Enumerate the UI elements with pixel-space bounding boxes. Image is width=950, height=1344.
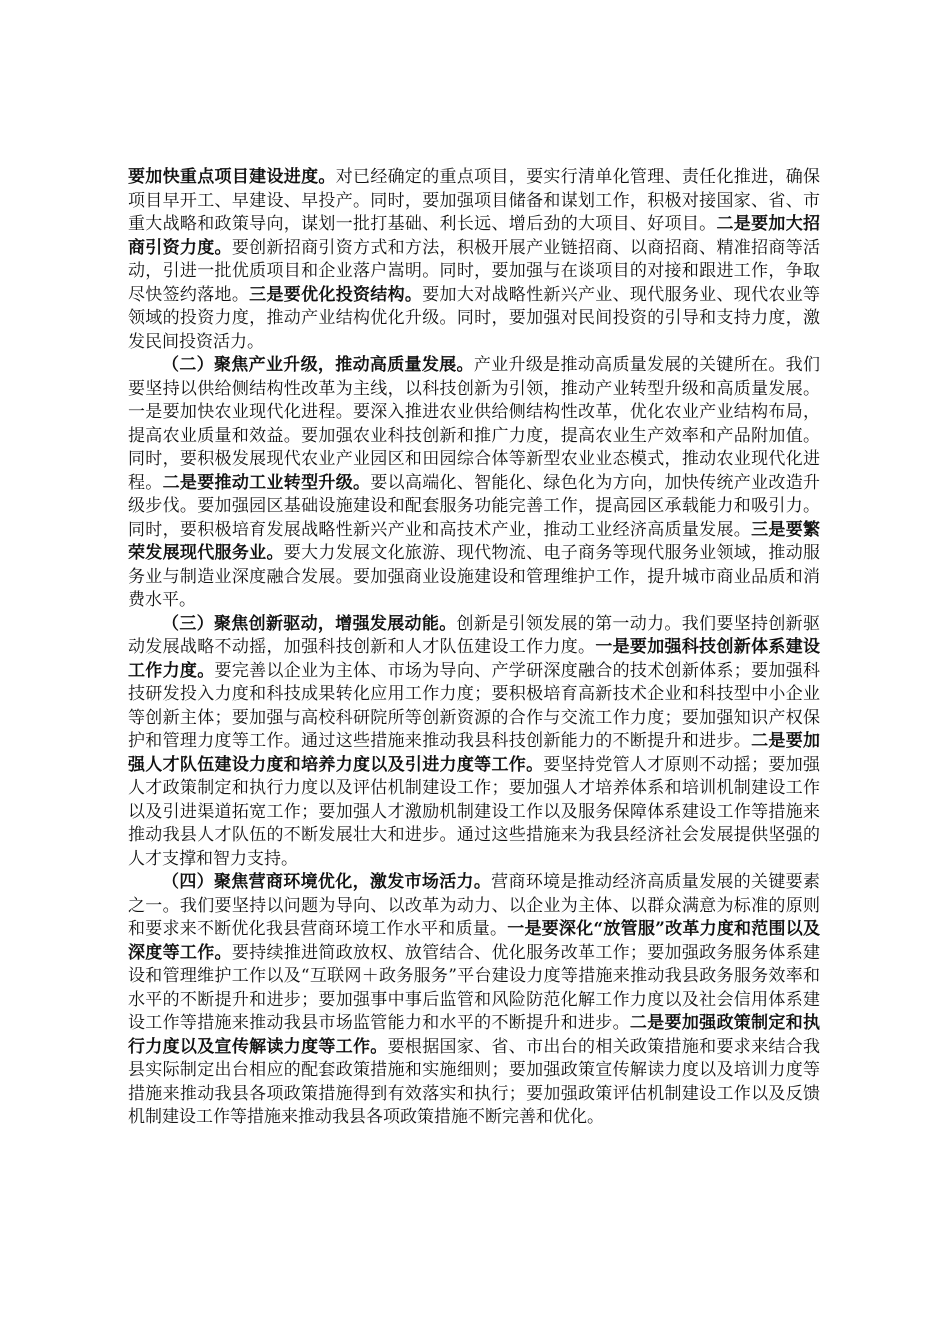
key-point: 三是要繁荣发展现代服务业。: [128, 519, 821, 563]
body-text: 要坚持党管人才原则不动摇；要加强人才政策制定和执行力度以及评估机制建设工作；要加强人才培养体系和培训机制建设工作以及引进渠道拓宽工作；要加强人才激励机制建设工作以及服务保障体系建设工作等措施来推动我县人才队伍的不断发展壮大和进步。通过这些措施来为我县经济社会发展提供坚强的人才支撑和智力支持。: [128, 754, 821, 869]
body-text: 要完善以企业为主体、市场为导向、产学研深度融合的技术创新体系；要加强科技研发投入力度和科技成果转化应用工作力度；要积极培育高新技术企业和科技型中小企业等创新主体；要加强与高校科研院所等创新资源的合作与交流工作力度；要加强知识产权保护和管理力度等工作。通过这些措施来推动我县科技创新能力的不断提升和进步。: [128, 660, 821, 751]
body-text: 要创新招商引资方式和方法，积极开展产业链招商、以商招商、精准招商等活动，引进一批优质项目和企业落户嵩明。同时，要加强与在谈项目的对接和跟进工作，争取尽快签约落地。: [128, 237, 821, 305]
body-text: 创新是引领发展的第一动力。我们要坚持创新驱动发展战略不动摇，加强科技创新和人才队伍建设工作力度。: [128, 613, 821, 657]
paragraph-innovation: [128, 613, 820, 872]
paragraph-business-environment: [128, 871, 820, 1130]
key-point: 二是要加强人才队伍建设力度和培养力度以及引进力度等工作。: [128, 731, 821, 775]
key-point: 一是要深化“放管服”改革力度和范围以及深度等工作。: [128, 919, 821, 963]
body-text: 营商环境是推动经济高质量发展的关键要素之一。我们要坚持以问题为导向、以改革为动力、以企业为主体、以群众满意为标准的原则和要求来不断优化我县营商环境工作水平和质量。: [128, 872, 821, 939]
section-heading: （四）聚焦营商环境优化，激发市场活力。: [162, 872, 492, 892]
document-body: [128, 166, 820, 1130]
key-point: 一是要加强科技创新体系建设工作力度。: [128, 637, 821, 681]
key-point: 二是要推动工业转型升级。: [162, 472, 371, 493]
key-point: 要加快重点项目建设进度。: [128, 167, 336, 187]
key-point: 二是要加强政策制定和执行力度以及宣传解读力度等工作。: [128, 1013, 820, 1057]
body-text: 要根据国家、省、市出台的相关政策措施和要求来结合我县实际制定出台相应的配套政策措施和实施细则；要加强政策宣传解读力度以及培训力度等措施来推动我县各项政策措施得到有效落实和执行；要加强政策评估机制建设工作以及反馈机制建设工作等措施来推动我县各项政策措施不断完善和优化。: [128, 1036, 821, 1127]
body-text: 要以高端化、智能化、绿色化为方向，加快传统产业改造升级步伐。要加强园区基础设施建设和配套服务功能完善工作，提高园区承载能力和吸引力。同时，要积极培育发展战略性新兴产业和高技术产业，推动工业经济高质量发展。: [128, 472, 821, 540]
section-heading: （二）聚焦产业升级，推动高质量发展。: [162, 355, 474, 375]
paragraph-industry-upgrade: [128, 354, 820, 613]
body-text: 要加大对战略性新兴产业、现代服务业、现代农业等领域的投资力度，推动产业结构优化升级。同时，要加强对民间投资的引导和支持力度，激发民间投资活力。: [128, 284, 821, 352]
body-text: 对已经确定的重点项目，要实行清单化管理、责任化推进，确保项目早开工、早建设、早投产。同时，要加强项目储备和谋划工作，积极对接国家、省、市重大战略和政策导向，谋划一批打基础、利长远、增后劲的大项目、好项目。: [128, 167, 821, 234]
paragraph-investment: [128, 166, 820, 354]
key-point: 二是要加大招商引资力度。: [128, 214, 821, 258]
key-point: 三是要优化投资结构。: [249, 284, 423, 305]
body-text: 要持续推进简政放权、放管结合、优化服务改革工作；要加强政务服务体系建设和管理维护工作以及“互联网＋政务服务”平台建设力度等措施来推动我县政务服务效率和水平的不断提升和进步；要加强事中事后监管和风险防范化解工作力度以及社会信用体系建设工作等措施来推动我县市场监管能力和水平的不断提升和进步。: [128, 942, 821, 1033]
body-text: 产业升级是推动高质量发展的关键所在。我们要坚持以供给侧结构性改革为主线，以科技创新为引领，推动产业转型升级和高质量发展。一是要加快农业现代化进程。要深入推进农业供给侧结构性改革，优化农业产业结构布局，提高农业质量和效益。要加强农业科技创新和推广力度，提高农业生产效率和产品附加值。同时，要积极发展现代农业产业园区和田园综合体等新型农业业态模式，推动农业现代化进程。: [128, 355, 821, 493]
section-heading: （三）聚焦创新驱动，增强发展动能。: [162, 613, 457, 634]
body-text: 要大力发展文化旅游、现代物流、电子商务等现代服务业领域，推动服务业与制造业深度融合发展。要加强商业设施建设和管理维护工作，提升城市商业品质和消费水平。: [128, 543, 821, 610]
